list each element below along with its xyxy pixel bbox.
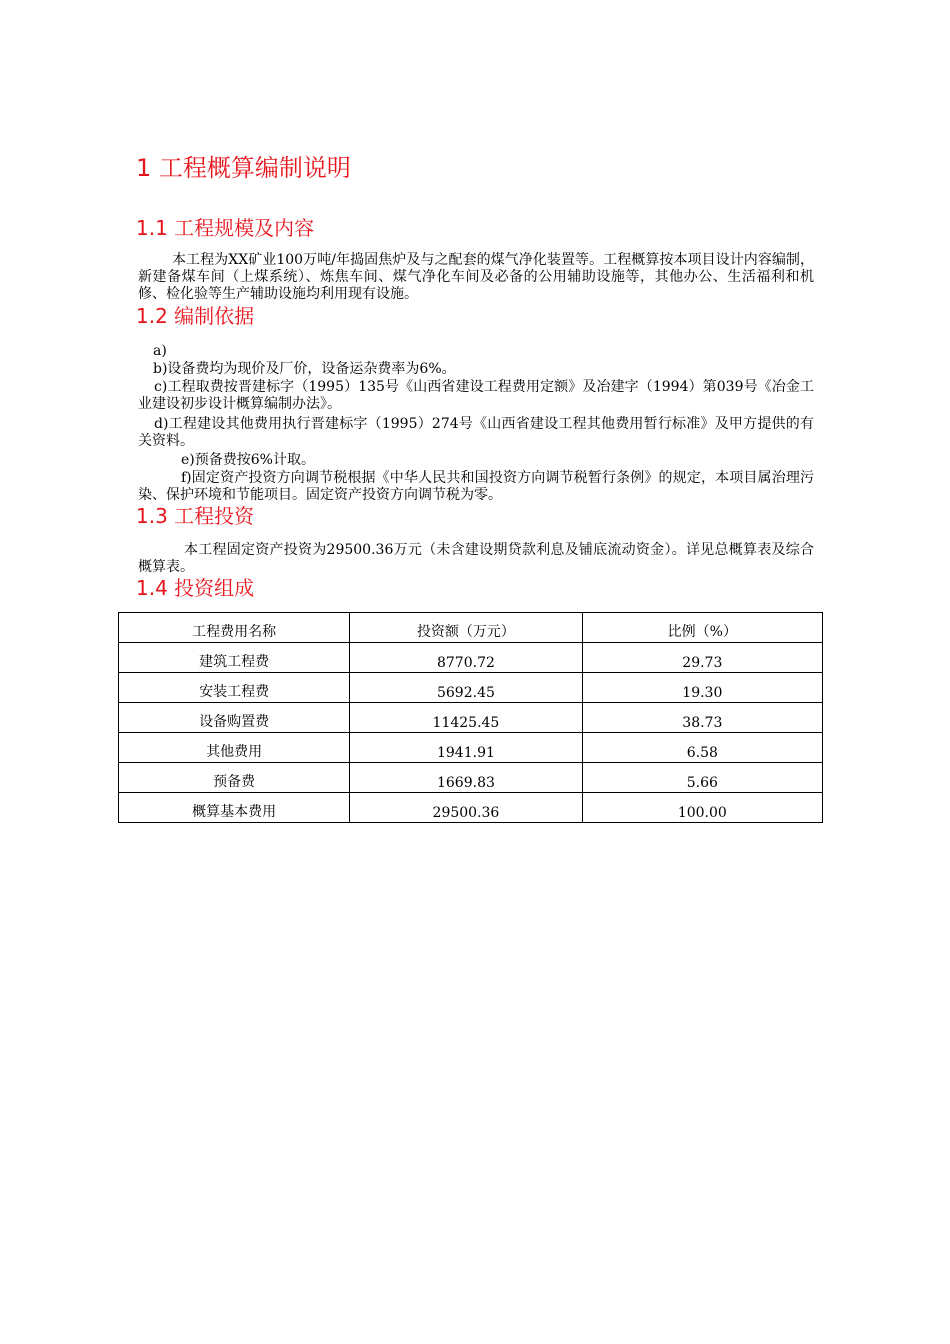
cost-name-cell: 设备购置费 [119, 703, 350, 733]
cost-name-cell: 建筑工程费 [119, 643, 350, 673]
ratio-cell: 19.30 [582, 673, 822, 703]
investment-table [118, 612, 823, 823]
cost-name-cell: 安装工程费 [119, 673, 350, 703]
chapter-heading: 1 工程概算编制说明 [136, 154, 351, 182]
amount-cell: 29500.36 [350, 793, 582, 823]
basis-item-f: f)固定资产投资方向调节税根据《中华人民共和国投资方向调节税暂行条例》的规定，本项目属治理污染、保护环境和节能项目。固定资产投资方向调节税为零。 [138, 470, 814, 503]
amount-cell: 8770.72 [350, 643, 582, 673]
header-amount: 投资额（万元） [350, 613, 582, 643]
header-ratio: 比例（%） [582, 613, 822, 643]
basis-item-c: c)工程取费按晋建标字（1995）135号《山西省建设工程费用定额》及冶建字（1994）第039号《冶金工业建设初步设计概算编制办法》。 [138, 379, 814, 412]
amount-cell: 1941.91 [350, 733, 582, 763]
section-body-1-1: 本工程为XX矿业100万吨/年捣固焦炉及与之配套的煤气净化装置等。工程概算按本项目设计内容编制，新建备煤车间（上煤系统）、炼焦车间、煤气净化车间及必备的公用辅助设施等，其他办公、生活福利和机修、检化验等生产辅助设施均利用现有设施。 [138, 252, 814, 302]
table-header-row [119, 613, 823, 643]
basis-item-e: e)预备费按6%计取。 [181, 452, 315, 468]
table-row [119, 703, 823, 733]
ratio-cell: 6.58 [582, 733, 822, 763]
ratio-cell: 5.66 [582, 763, 822, 793]
ratio-cell: 29.73 [582, 643, 822, 673]
table-row [119, 733, 823, 763]
section-title-1-3: 1.3 工程投资 [136, 504, 255, 528]
cost-name-cell: 预备费 [119, 763, 350, 793]
section-title-1-4: 1.4 投资组成 [136, 576, 255, 600]
table-row [119, 643, 823, 673]
table-row [119, 763, 823, 793]
section-title-1-1: 1.1 工程规模及内容 [136, 216, 315, 240]
basis-item-a: a) [153, 343, 167, 359]
section-title-1-2: 1.2 编制依据 [136, 304, 255, 328]
basis-item-b: b)设备费均为现价及厂价，设备运杂费率为6%。 [153, 361, 456, 377]
cost-name-cell: 其他费用 [119, 733, 350, 763]
ratio-cell: 38.73 [582, 703, 822, 733]
basis-item-d: d)工程建设其他费用执行晋建标字（1995）274号《山西省建设工程其他费用暂行标准》及甲方提供的有关资料。 [138, 416, 814, 449]
table-row [119, 793, 823, 823]
table-row [119, 673, 823, 703]
amount-cell: 1669.83 [350, 763, 582, 793]
section-body-1-3: 本工程固定资产投资为29500.36万元（未含建设期贷款利息及铺底流动资金）。详见总概算表及综合概算表。 [138, 542, 814, 575]
header-cost-name: 工程费用名称 [119, 613, 350, 643]
amount-cell: 5692.45 [350, 673, 582, 703]
cost-name-cell: 概算基本费用 [119, 793, 350, 823]
amount-cell: 11425.45 [350, 703, 582, 733]
ratio-cell: 100.00 [582, 793, 822, 823]
